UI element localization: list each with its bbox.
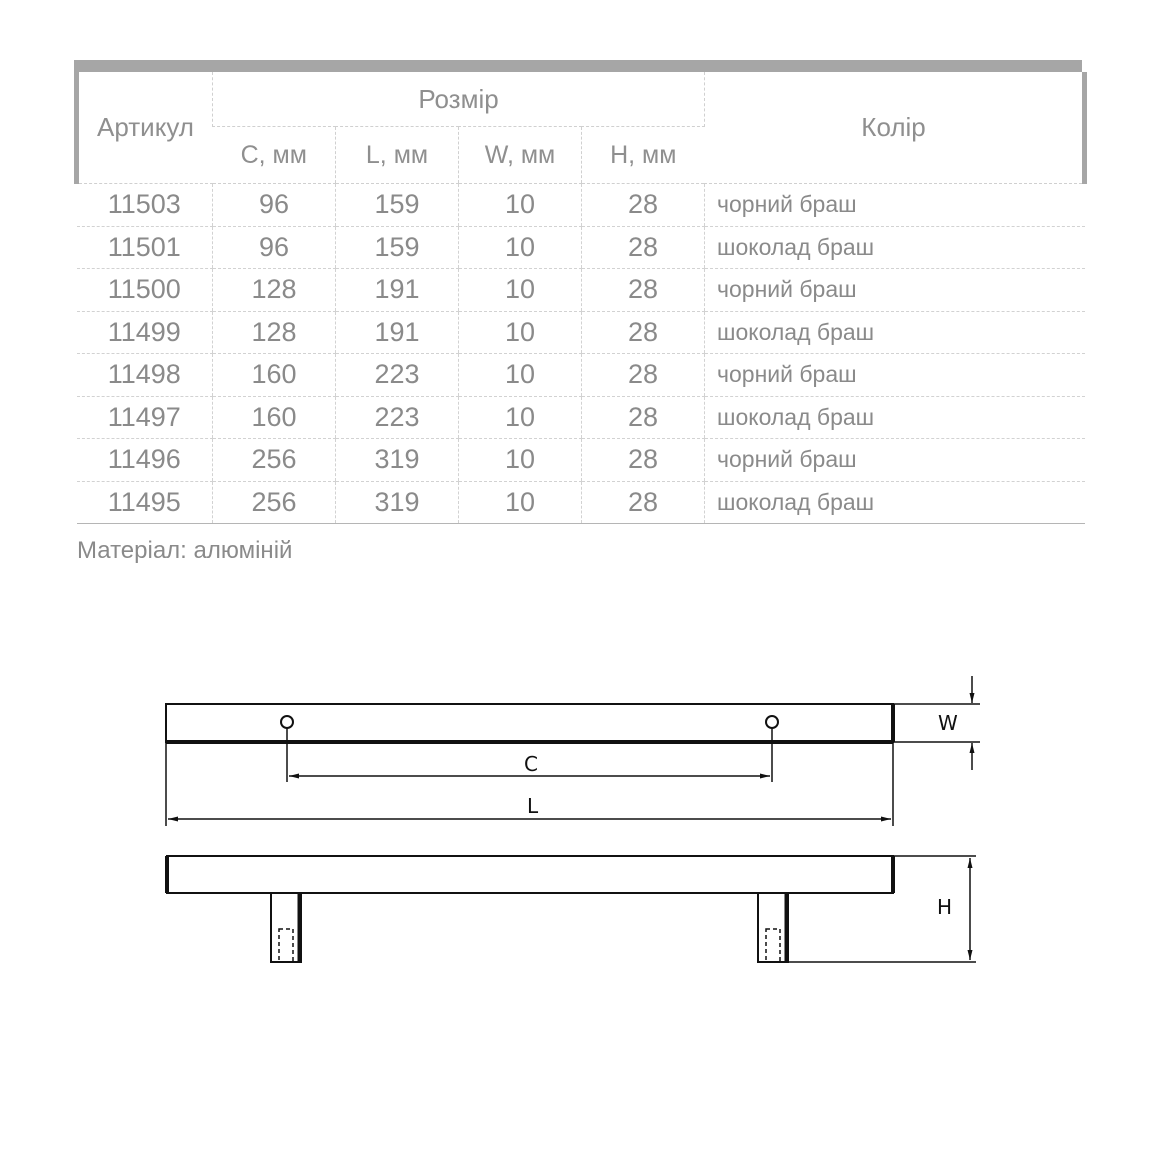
cell-color: шоколад браш xyxy=(705,311,1085,354)
label-w: W xyxy=(938,711,958,735)
cell-color: чорний браш xyxy=(705,439,1085,482)
header-article: Артикул xyxy=(77,72,213,184)
header-color: Колір xyxy=(705,72,1085,184)
cell-h: 28 xyxy=(582,481,705,524)
cell-w: 10 xyxy=(459,311,582,354)
cell-color: чорний браш xyxy=(705,184,1085,227)
cell-h: 28 xyxy=(582,311,705,354)
handle-bar-top xyxy=(166,704,893,742)
cell-w: 10 xyxy=(459,396,582,439)
header-c: C, мм xyxy=(213,127,336,184)
cell-l: 319 xyxy=(336,439,459,482)
mount-hole-right-icon xyxy=(766,716,778,728)
cell-c: 256 xyxy=(213,481,336,524)
header-h: H, мм xyxy=(582,127,705,184)
cell-article: 11495 xyxy=(77,481,213,524)
cell-w: 10 xyxy=(459,481,582,524)
cell-color: чорний браш xyxy=(705,354,1085,397)
cell-c: 160 xyxy=(213,354,336,397)
label-c: C xyxy=(524,752,538,776)
cell-color: шоколад браш xyxy=(705,396,1085,439)
mount-hole-left-icon xyxy=(281,716,293,728)
cell-color: шоколад браш xyxy=(705,481,1085,524)
header-l: L, мм xyxy=(336,127,459,184)
cell-c: 256 xyxy=(213,439,336,482)
label-h: H xyxy=(937,895,953,919)
header-w: W, мм xyxy=(459,127,582,184)
side-view xyxy=(167,856,976,962)
cell-l: 191 xyxy=(336,311,459,354)
cell-c: 160 xyxy=(213,396,336,439)
leg-right xyxy=(758,893,788,962)
label-l: L xyxy=(527,794,539,818)
cell-h: 28 xyxy=(582,396,705,439)
cell-article: 11499 xyxy=(77,311,213,354)
cell-l: 159 xyxy=(336,184,459,227)
cell-c: 128 xyxy=(213,311,336,354)
cell-c: 128 xyxy=(213,269,336,312)
cell-l: 223 xyxy=(336,354,459,397)
top-view xyxy=(166,676,980,826)
leg-left-thread-icon xyxy=(279,929,293,962)
cell-h: 28 xyxy=(582,226,705,269)
handle-bar-side xyxy=(167,856,893,893)
cell-l: 191 xyxy=(336,269,459,312)
cell-h: 28 xyxy=(582,439,705,482)
cell-article: 11498 xyxy=(77,354,213,397)
cell-article: 11497 xyxy=(77,396,213,439)
cell-w: 10 xyxy=(459,354,582,397)
cell-c: 96 xyxy=(213,226,336,269)
cell-w: 10 xyxy=(459,269,582,312)
cell-h: 28 xyxy=(582,269,705,312)
material-note: Матеріал: алюміній xyxy=(77,537,293,564)
cell-article: 11500 xyxy=(77,269,213,312)
cell-l: 159 xyxy=(336,226,459,269)
cell-color: чорний браш xyxy=(705,269,1085,312)
cell-h: 28 xyxy=(582,184,705,227)
cell-article: 11501 xyxy=(77,226,213,269)
cell-w: 10 xyxy=(459,226,582,269)
cell-article: 11503 xyxy=(77,184,213,227)
leg-right-thread-icon xyxy=(766,929,780,962)
cell-w: 10 xyxy=(459,439,582,482)
leg-left xyxy=(271,893,301,962)
cell-color: шоколад браш xyxy=(705,226,1085,269)
cell-l: 319 xyxy=(336,481,459,524)
cell-c: 96 xyxy=(213,184,336,227)
cell-w: 10 xyxy=(459,184,582,227)
cell-h: 28 xyxy=(582,354,705,397)
cell-article: 11496 xyxy=(77,439,213,482)
header-size: Розмір xyxy=(213,72,705,127)
cell-l: 223 xyxy=(336,396,459,439)
